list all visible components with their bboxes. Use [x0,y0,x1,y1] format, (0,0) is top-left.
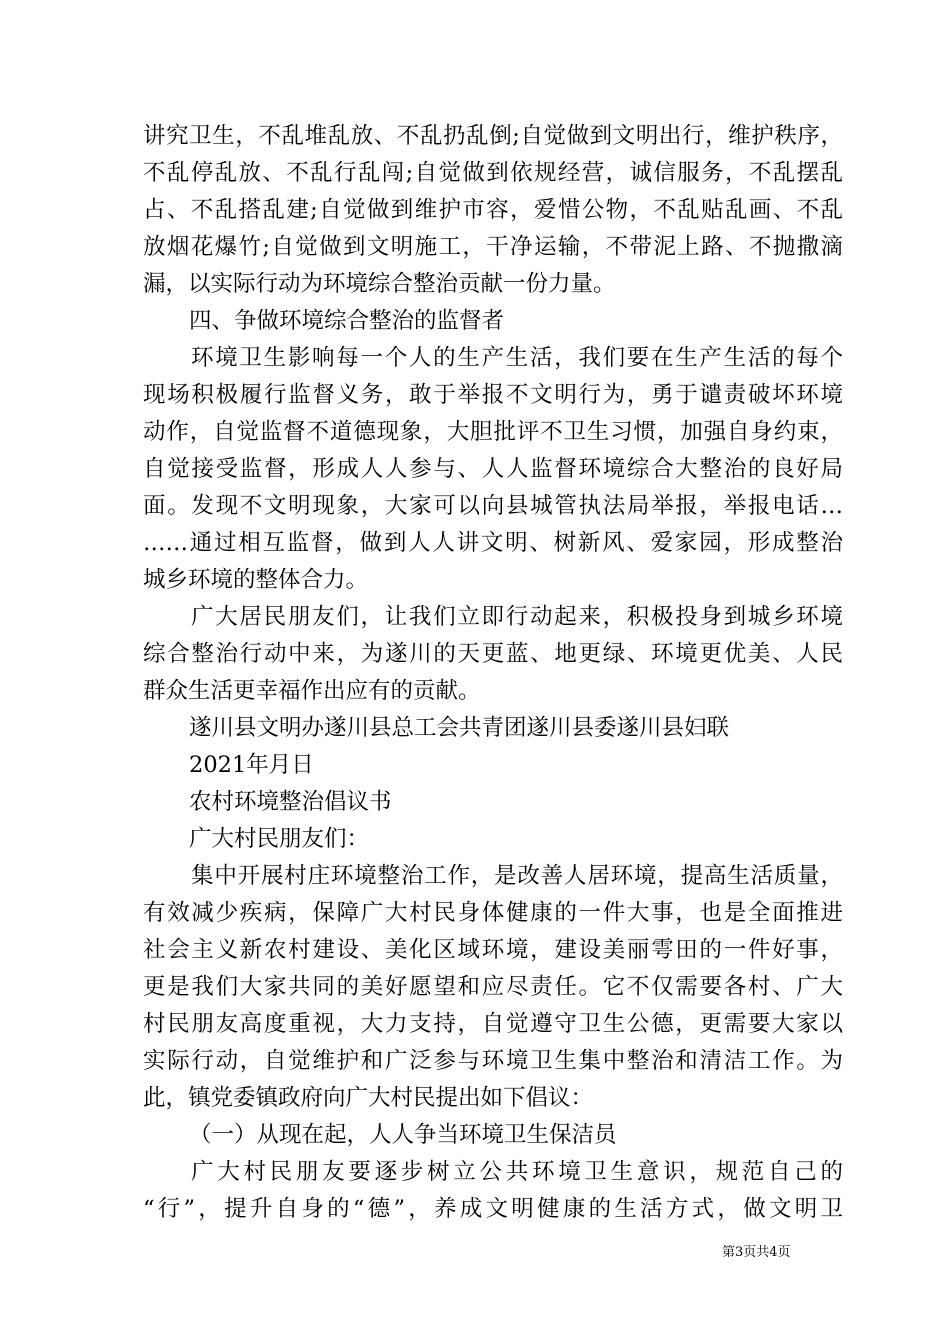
text-line: 讲究卫生，不乱堆乱放、不乱扔乱倒;自觉做到文明出行，维护秩序， [143,123,843,149]
text-line: 面。发现不文明现象，大家可以向县城管执法局举报，举报电话… [143,493,843,519]
text-line: 城乡环境的整体合力。 [143,567,369,593]
text-line: 自觉接受监督，形成人人参与、人人监督环境综合大整治的良好局 [143,456,843,482]
text-line: （一）从现在起，人人争当环境卫生保洁员 [189,1122,617,1148]
text-line: 社会主义新农村建设、美化区域环境，建设美丽雩田的一件好事， [143,937,843,963]
text-line: 动作，自觉监督不道德现象，大胆批评不卫生习惯，加强自身约束， [143,419,843,445]
text-line: 有效减少疾病，保障广大村民身体健康的一件大事，也是全面推进 [143,900,843,926]
text-line: ……通过相互监督，做到人人讲文明、树新风、爱家园，形成整治 [143,530,843,556]
text-line: 综合整治行动中来，为遂川的天更蓝、地更绿、环境更优美、人民 [143,641,843,667]
text-line: 更是我们大家共同的美好愿望和应尽责任。它不仅需要各村、广大 [143,974,843,1000]
text-line: 环境卫生影响每一个人的生产生活，我们要在生产生活的每个 [191,345,843,371]
text-line: 农村环境整治倡议书 [189,789,392,815]
text-line: 遂川县文明办遂川县总工会共青团遂川县委遂川县妇联 [189,715,730,741]
text-line: 占、不乱搭乱建;自觉做到维护市容，爱惜公物，不乱贴乱画、不乱 [143,197,843,223]
text-line: 放烟花爆竹;自觉做到文明施工，干净运输，不带泥上路、不抛撒滴 [143,234,843,260]
text-line: 实际行动，自觉维护和广泛参与环境卫生集中整治和清洁工作。为 [143,1048,843,1074]
text-line: 村民朋友高度重视，大力支持，自觉遵守卫生公德，更需要大家以 [143,1011,843,1037]
text-line: 集中开展村庄环境整治工作，是改善人居环境，提高生活质量， [191,863,843,889]
text-line: 现场积极履行监督义务，敢于举报不文明行为，勇于谴责破坏环境 [143,382,843,408]
text-line: 2021年月日 [189,752,314,778]
text-line: 广大居民朋友们，让我们立即行动起来，积极投身到城乡环境 [191,604,843,630]
text-line: 四、争做环境综合整治的监督者 [189,308,505,334]
text-line: 广大村民朋友要逐步树立公共环境卫生意识，规范自己的 [191,1159,843,1185]
page-number-footer: 第3页共4页 [722,1245,791,1260]
text-line: 群众生活更幸福作出应有的贡献。 [143,678,481,704]
text-line: 此，镇党委镇政府向广大村民提出如下倡议： [143,1085,594,1111]
text-line: 漏，以实际行动为环境综合整治贡献一份力量。 [143,271,616,297]
text-line: 广大村民朋友们： [189,826,370,852]
text-line: “行”，提升自身的“德”，养成文明健康的生活方式，做文明卫 [143,1196,843,1222]
text-line: 不乱停乱放、不乱行乱闯;自觉做到依规经营，诚信服务，不乱摆乱 [143,160,843,186]
body-text [143,118,843,1228]
